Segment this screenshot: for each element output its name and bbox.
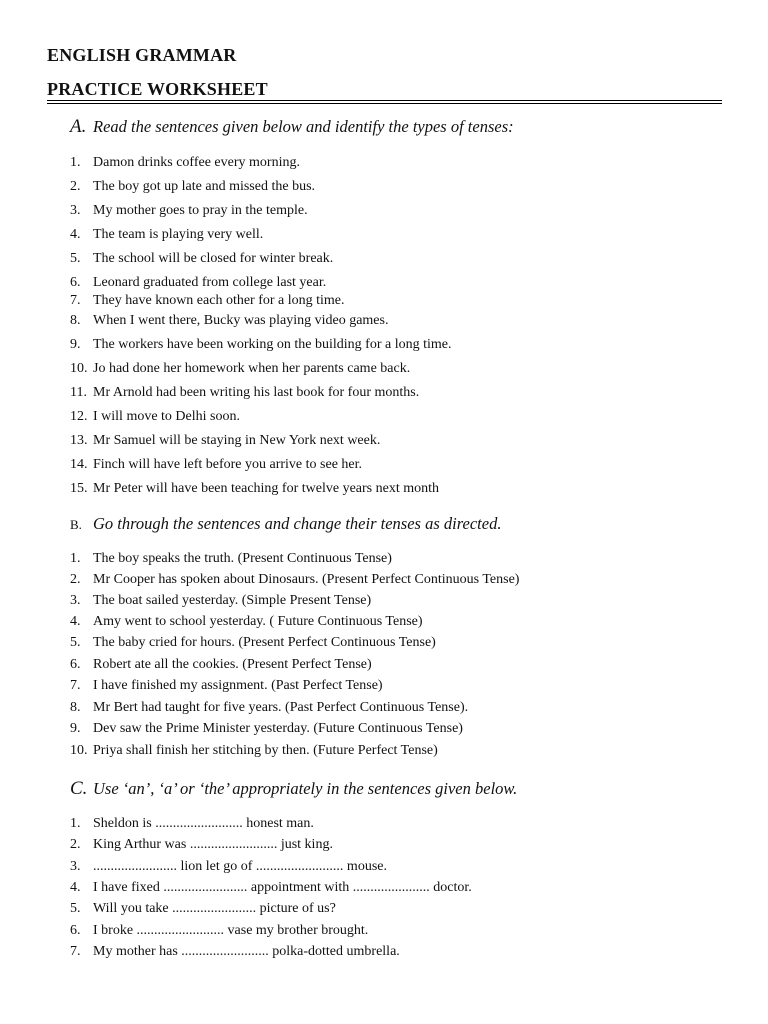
item-number: 12. (70, 409, 88, 424)
item-number: 4. (70, 614, 81, 629)
item-text: The boy speaks the truth. (Present Continuous Tense) (93, 551, 392, 566)
item-text: My mother goes to pray in the temple. (93, 203, 308, 218)
list-item (70, 433, 380, 449)
item-number: 7. (70, 944, 81, 959)
item-number: 8. (70, 700, 81, 715)
list-item (70, 313, 388, 329)
list-item (70, 361, 410, 377)
item-text: The boy got up late and missed the bus. (93, 179, 316, 194)
item-number: 13. (70, 433, 88, 448)
section-b-heading (70, 514, 501, 534)
item-number: 6. (70, 275, 81, 290)
item-text: The school will be closed for winter break. (93, 251, 334, 266)
item-text: Mr Samuel will be staying in New York next week. (93, 433, 381, 448)
item-text: My mother has ......................... polka-dotted umbrella. (93, 944, 400, 959)
section-b-instruction: Go through the sentences and change their tenses as directed. (93, 514, 502, 533)
item-number: 3. (70, 203, 81, 218)
item-text: The workers have been working on the building for a long time. (93, 337, 452, 352)
item-text: I have finished my assignment. (Past Perfect Tense) (93, 678, 383, 693)
item-text: Damon drinks coffee every morning. (93, 155, 300, 170)
list-item (70, 293, 345, 309)
list-item (70, 944, 400, 960)
list-item (70, 923, 368, 939)
item-text: The boat sailed yesterday. (Simple Present Tense) (93, 593, 372, 608)
item-number: 1. (70, 816, 81, 831)
item-number: 6. (70, 923, 81, 938)
section-a-instruction: Read the sentences given below and identify the types of tenses: (93, 117, 514, 136)
item-number: 6. (70, 657, 81, 672)
item-text: The team is playing very well. (93, 227, 264, 242)
list-item (70, 179, 315, 195)
item-number: 3. (70, 593, 81, 608)
title-divider-top (47, 100, 722, 101)
item-text: Mr Cooper has spoken about Dinosaurs. (Present Perfect Continuous Tense) (93, 572, 520, 587)
item-text: Priya shall finish her stitching by then. (Future Perfect Tense) (93, 743, 438, 758)
list-item (70, 678, 383, 694)
item-text: Sheldon is ......................... honest man. (93, 816, 314, 831)
list-item (70, 251, 333, 267)
section-b-letter: B. (70, 517, 82, 532)
item-text: ........................ lion let go of ......................... mouse. (93, 859, 387, 874)
item-number: 2. (70, 179, 81, 194)
list-item (70, 859, 387, 875)
list-item (70, 155, 300, 171)
item-number: 11. (70, 385, 87, 400)
list-item (70, 837, 333, 853)
item-text: Mr Bert had taught for five years. (Past Perfect Continuous Tense). (93, 700, 469, 715)
item-number: 1. (70, 155, 81, 170)
item-number: 8. (70, 313, 81, 328)
item-number: 7. (70, 678, 81, 693)
item-text: King Arthur was ......................... just king. (93, 837, 333, 852)
list-item (70, 635, 436, 651)
list-item (70, 203, 308, 219)
list-item (70, 551, 392, 567)
section-c-heading (70, 778, 517, 800)
item-text: I have fixed ........................ appointment with ...................... doctor. (93, 880, 472, 895)
worksheet-title: ENGLISH GRAMMAR (47, 45, 237, 65)
list-item (70, 385, 419, 401)
item-text: They have known each other for a long time. (93, 293, 345, 308)
section-c-letter: C. (70, 778, 88, 799)
list-item (70, 275, 326, 291)
item-number: 5. (70, 901, 81, 916)
item-number: 1. (70, 551, 81, 566)
list-item (70, 227, 263, 243)
item-text: When I went there, Bucky was playing video games. (93, 313, 389, 328)
list-item (70, 457, 362, 473)
list-item (70, 572, 519, 588)
list-item (70, 901, 336, 917)
item-text: Leonard graduated from college last year. (93, 275, 327, 290)
list-item (70, 880, 472, 896)
list-item (70, 721, 463, 737)
item-number: 9. (70, 721, 81, 736)
worksheet-subtitle: PRACTICE WORKSHEET (47, 79, 268, 99)
list-item (70, 337, 451, 353)
item-number: 10. (70, 361, 88, 376)
section-a-heading (70, 116, 514, 138)
item-number: 2. (70, 572, 81, 587)
item-number: 10. (70, 743, 88, 758)
section-c-instruction: Use ‘an’, ‘a’ or ‘the’ appropriately in the sentences given below. (93, 779, 518, 798)
item-text: Amy went to school yesterday. ( Future Continuous Tense) (93, 614, 423, 629)
list-item (70, 409, 240, 425)
item-text: Jo had done her homework when her parents came back. (93, 361, 411, 376)
item-text: Mr Arnold had been writing his last book for four months. (93, 385, 420, 400)
item-number: 15. (70, 481, 88, 496)
item-text: Finch will have left before you arrive to see her. (93, 457, 363, 472)
item-number: 7. (70, 293, 81, 308)
item-text: Robert ate all the cookies. (Present Perfect Tense) (93, 657, 372, 672)
item-number: 5. (70, 635, 81, 650)
item-text: Mr Peter will have been teaching for twelve years next month (93, 481, 439, 496)
item-number: 4. (70, 227, 81, 242)
list-item (70, 743, 438, 759)
item-text: Dev saw the Prime Minister yesterday. (Future Continuous Tense) (93, 721, 463, 736)
item-number: 3. (70, 859, 81, 874)
list-item (70, 614, 423, 630)
list-item (70, 816, 314, 832)
item-number: 5. (70, 251, 81, 266)
item-number: 4. (70, 880, 81, 895)
title-divider-bottom (47, 103, 722, 104)
item-text: Will you take ........................ picture of us? (93, 901, 336, 916)
item-number: 2. (70, 837, 81, 852)
list-item (70, 657, 372, 673)
section-a-letter: A. (70, 116, 87, 137)
list-item (70, 593, 371, 609)
list-item (70, 481, 439, 497)
item-text: The baby cried for hours. (Present Perfect Continuous Tense) (93, 635, 436, 650)
list-item (70, 700, 468, 716)
item-text: I will move to Delhi soon. (93, 409, 240, 424)
item-text: I broke ......................... vase my brother brought. (93, 923, 369, 938)
item-number: 9. (70, 337, 81, 352)
item-number: 14. (70, 457, 88, 472)
